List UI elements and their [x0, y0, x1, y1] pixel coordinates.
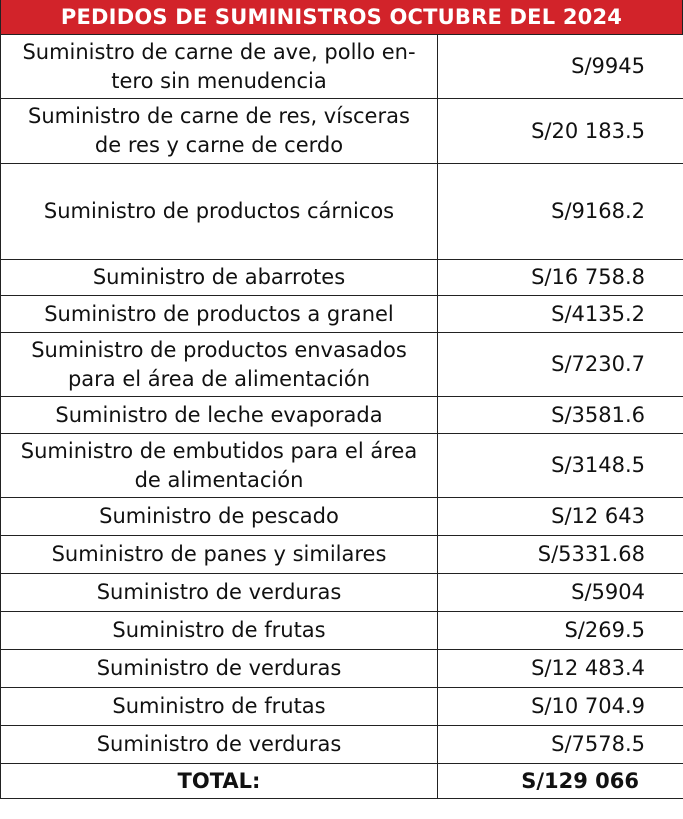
table-row — [1, 726, 683, 764]
row-amount: S/20 183.5 — [438, 99, 683, 164]
row-amount: S/5904 — [438, 574, 683, 612]
row-amount: S/269.5 — [438, 612, 683, 650]
row-amount: S/12 643 — [438, 498, 683, 536]
row-description: Suministro de embutidos para el área de alimentación — [1, 434, 438, 498]
table-row — [1, 498, 683, 536]
row-amount: S/10 704.9 — [438, 688, 683, 726]
row-description: Suministro de pescado — [1, 498, 438, 536]
total-amount: S/129 066 — [438, 764, 683, 799]
row-description: Suministro de leche evaporada — [1, 397, 438, 434]
table-row — [1, 296, 683, 333]
row-description: Suministro de carne de res, vísceras de res y carne de cerdo — [1, 99, 438, 164]
row-amount: S/3581.6 — [438, 397, 683, 434]
table-row — [1, 99, 683, 164]
table-row — [1, 536, 683, 574]
row-amount: S/5331.68 — [438, 536, 683, 574]
row-amount: S/3148.5 — [438, 434, 683, 498]
table-row — [1, 434, 683, 498]
row-description: Suministro de verduras — [1, 726, 438, 764]
table-row — [1, 650, 683, 688]
row-amount: S/9168.2 — [438, 164, 683, 260]
supplies-table — [0, 34, 683, 799]
table-row — [1, 333, 683, 397]
row-description: Suministro de frutas — [1, 612, 438, 650]
row-description: Suministro de verduras — [1, 574, 438, 612]
table-row — [1, 260, 683, 296]
row-description: Suministro de productos cárnicos — [1, 164, 438, 260]
total-label: TOTAL: — [1, 764, 438, 799]
row-description: Suministro de productos envasados para el área de alimentación — [1, 333, 438, 397]
table-row — [1, 612, 683, 650]
table-row — [1, 574, 683, 612]
row-description: Suministro de panes y similares — [1, 536, 438, 574]
table-row — [1, 35, 683, 99]
row-description: Suministro de verduras — [1, 650, 438, 688]
row-amount: S/4135.2 — [438, 296, 683, 333]
row-amount: S/12 483.4 — [438, 650, 683, 688]
total-row — [1, 764, 683, 799]
row-amount: S/7578.5 — [438, 726, 683, 764]
table-title: PEDIDOS DE SUMINISTROS OCTUBRE DEL 2024 — [0, 0, 683, 34]
table-row — [1, 397, 683, 434]
row-description: Suministro de frutas — [1, 688, 438, 726]
row-amount: S/16 758.8 — [438, 260, 683, 296]
row-amount: S/9945 — [438, 35, 683, 99]
row-description: Suministro de carne de ave, pollo en- tero sin menudencia — [1, 35, 438, 99]
table-row — [1, 164, 683, 260]
row-description: Suministro de abarrotes — [1, 260, 438, 296]
row-description: Suministro de productos a granel — [1, 296, 438, 333]
table-row — [1, 688, 683, 726]
row-amount: S/7230.7 — [438, 333, 683, 397]
